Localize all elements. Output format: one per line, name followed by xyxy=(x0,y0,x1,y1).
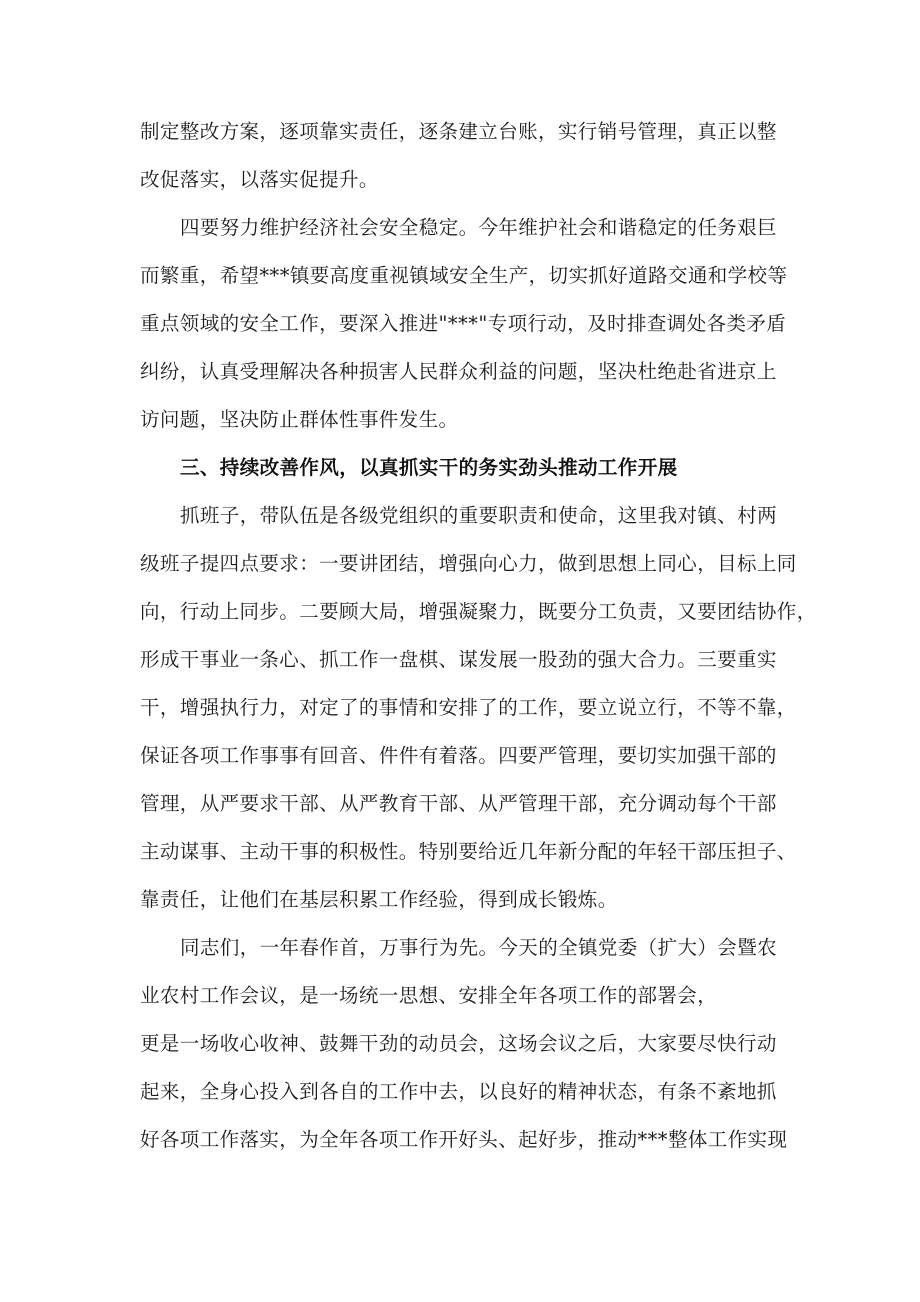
text-line: 而繁重，希望***镇要高度重视镇域安全生产，切实抓好道路交通和学校等 xyxy=(140,264,788,287)
paragraph-1 xyxy=(140,108,790,204)
text-line: 抓班子，带队伍是各级党组织的重要职责和使命，这里我对镇、村两 xyxy=(180,504,778,527)
text-line: 四要努力维护经济社会安全稳定。今年维护社会和谐稳定的任务艰巨 xyxy=(180,216,778,239)
paragraph-2 xyxy=(140,204,790,444)
paragraph-3 xyxy=(140,492,817,924)
text-line: 制定整改方案，逐项靠实责任，逐条建立台账，实行销号管理，真正以整 xyxy=(140,120,777,143)
text-line: 形成干事业一条心、抓工作一盘棋、谋发展一股劲的强大合力。三要重实 xyxy=(140,648,777,671)
text-line: 同志们，一年春作首，万事行为先。今天的全镇党委（扩大）会暨农 xyxy=(180,936,778,959)
text-line: 干，增强执行力，对定了的事情和安排了的工作，要立说立行，不等不靠， xyxy=(140,696,797,719)
text-line: 改促落实，以落实促提升。 xyxy=(140,168,379,191)
text-line: 级班子提四点要求：一要讲团结，增强向心力，做到思想上同心，目标上同 xyxy=(140,552,797,575)
text-line: 主动谋事、主动干事的积极性。特别要给近几年新分配的年轻干部压担子、 xyxy=(140,840,797,863)
heading-3: 三、持续改善作风，以真抓实干的务实劲头推动工作开展 xyxy=(180,456,678,479)
text-line: 更是一场收心收神、鼓舞干劲的动员会，这场会议之后，大家要尽快行动 xyxy=(140,1032,777,1055)
text-line: 靠责任，让他们在基层积累工作经验，得到成长锻炼。 xyxy=(140,888,618,911)
text-line: 纠纷，认真受理解决各种损害人民群众利益的问题，坚决杜绝赴省进京上 xyxy=(140,360,777,383)
text-line: 起来，全身心投入到各自的工作中去，以良好的精神状态，有条不紊地抓 xyxy=(140,1080,777,1103)
text-line: 向，行动上同步。二要顾大局，增强凝聚力，既要分工负责，又要团结协作， xyxy=(140,600,817,623)
text-line: 访问题，坚决防止群体性事件发生。 xyxy=(140,408,459,431)
section-heading xyxy=(140,444,790,492)
text-line: 业农村工作会议，是一场统一思想、安排全年各项工作的部署会， xyxy=(140,984,718,1007)
text-line: 管理，从严要求干部、从严教育干部、从严管理干部，充分调动每个干部 xyxy=(140,792,777,815)
text-line: 好各项工作落实，为全年各项工作开好头、起好步，推动***整体工作实现 xyxy=(140,1128,788,1151)
text-line: 重点领域的安全工作，要深入推进"***"专项行动，及时排查调处各类矛盾 xyxy=(140,312,787,335)
paragraph-4 xyxy=(140,924,790,1164)
text-line: 保证各项工作事事有回音、件件有着落。四要严管理，要切实加强干部的 xyxy=(140,744,777,767)
